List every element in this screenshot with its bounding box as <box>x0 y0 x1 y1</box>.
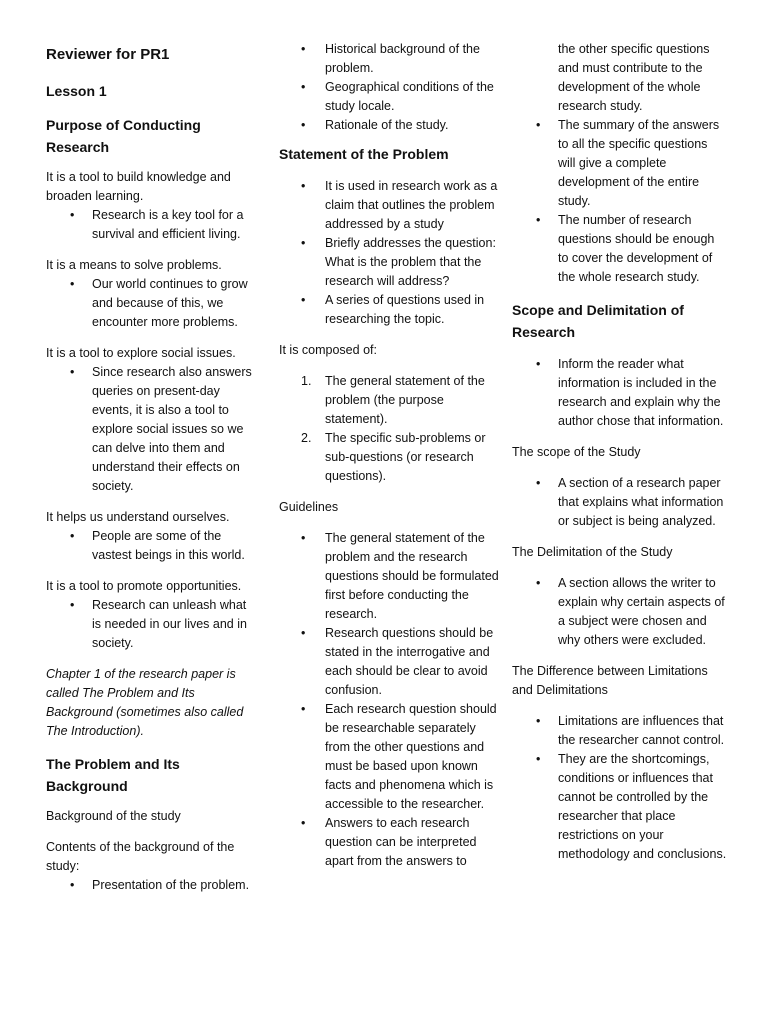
list-item: • Research is a key tool for a survival and efficient living. <box>46 206 258 244</box>
list-item: • A series of questions used in researching the topic. <box>279 291 501 329</box>
list-item: • Inform the reader what information is included in the research and explain why the author chose that information. <box>512 355 727 431</box>
numbered-list <box>279 372 501 486</box>
list-item: • A section of a research paper that explains what information or subject is being analyzed. <box>512 474 727 531</box>
bullet-list <box>279 177 501 329</box>
bullet-list <box>46 876 258 895</box>
bullet-list <box>512 712 727 864</box>
statement-problem-heading: Statement of the Problem <box>279 146 449 162</box>
list-item: • The general statement of the problem and the research questions should be formulated first before conducting the research. <box>279 529 501 624</box>
paragraph-social-issues: It is a tool to explore social issues. <box>46 346 236 360</box>
list-item: • Geographical conditions of the study locale. <box>279 78 501 116</box>
paragraph-solve-problems: It is a means to solve problems. <box>46 258 222 272</box>
bullet-list <box>512 474 727 531</box>
continued-text: the other specific questions and must contribute to the development of the whole research study. <box>558 42 710 113</box>
list-item: • Our world continues to grow and because of this, we encounter more problems. <box>46 275 258 332</box>
list-item: • Rationale of the study. <box>279 116 501 135</box>
bullet-list <box>512 355 727 431</box>
document-title: Reviewer for PR1 <box>46 46 170 63</box>
scope-delimitation-heading: Scope and Delimitation of Research <box>512 302 684 340</box>
background-study-label: Background of the study <box>46 809 181 823</box>
bullet-list <box>46 363 258 496</box>
contents-label: Contents of the background of the study: <box>46 840 235 873</box>
list-item: • It is used in research work as a claim that outlines the problem addressed by a study <box>279 177 501 234</box>
list-item: • The summary of the answers to all the specific questions will give a complete development of the entire study. <box>512 116 727 211</box>
list-item: • Historical background of the problem. <box>279 40 501 78</box>
paragraph-opportunities: It is a tool to promote opportunities. <box>46 579 242 593</box>
difference-label: The Difference between Limitations and Delimitations <box>512 664 708 697</box>
lesson-heading: Lesson 1 <box>46 83 107 99</box>
list-item: • Research questions should be stated in the interrogative and each should be clear to avoid confusion. <box>279 624 501 700</box>
list-item <box>279 372 501 429</box>
list-item: • Limitations are influences that the researcher cannot control. <box>512 712 727 750</box>
bullet-list <box>279 40 501 135</box>
chapter-note: Chapter 1 of the research paper is called The Problem and Its Background (sometimes also called The Introduction). <box>46 667 244 738</box>
bullet-list <box>512 116 727 287</box>
item-text: The specific sub-problems or sub-questions (or research questions). <box>325 431 486 483</box>
list-item: • Research can unleash what is needed in our lives and in society. <box>46 596 258 653</box>
list-item: • Each research question should be researchable separately from the other questions and must be based upon known facts and phenomena which is accessible to the researcher. <box>279 700 501 814</box>
scope-study-label: The scope of the Study <box>512 445 641 459</box>
item-number: 1. <box>301 374 312 388</box>
paragraph-build-knowledge: It is a tool to build knowledge and broaden learning. <box>46 170 231 203</box>
list-item: • A section allows the writer to explain why certain aspects of a subject were chosen and why others were excluded. <box>512 574 727 650</box>
list-item: • People are some of the vastest beings in this world. <box>46 527 258 565</box>
bullet-list <box>46 596 258 653</box>
item-text: The general statement of the problem (the purpose statement). <box>325 374 485 426</box>
bullet-list <box>46 275 258 332</box>
list-item: • Since research also answers queries on present-day events, it is also a tool to explore social issues so we can delve into them and understand their effects on society. <box>46 363 258 496</box>
item-number: 2. <box>301 431 312 445</box>
composed-label: It is composed of: <box>279 343 377 357</box>
bullet-list <box>46 527 258 565</box>
list-item: • The number of research questions should be enough to cover the development of the whole research study. <box>512 211 727 287</box>
purpose-heading: Purpose of Conducting Research <box>46 117 201 155</box>
list-item: • They are the shortcomings, conditions or influences that cannot be controlled by the researcher that place restrictions on your methodology and conclusions. <box>512 750 727 864</box>
column-left <box>46 40 258 895</box>
problem-background-heading: The Problem and Its Background <box>46 756 180 794</box>
column-middle <box>279 40 501 871</box>
paragraph-understand-ourselves: It helps us understand ourselves. <box>46 510 230 524</box>
bullet-list <box>512 574 727 650</box>
list-item <box>279 429 501 486</box>
bullet-list <box>46 206 258 244</box>
column-right <box>512 40 727 864</box>
list-item: • Briefly addresses the question: What is the problem that the research will address? <box>279 234 501 291</box>
list-item: • Answers to each research question can be interpreted apart from the answers to <box>279 814 501 871</box>
list-item: • Presentation of the problem. <box>46 876 258 895</box>
guidelines-label: Guidelines <box>279 500 339 514</box>
bullet-list <box>279 529 501 871</box>
delimitation-study-label: The Delimitation of the Study <box>512 545 673 559</box>
